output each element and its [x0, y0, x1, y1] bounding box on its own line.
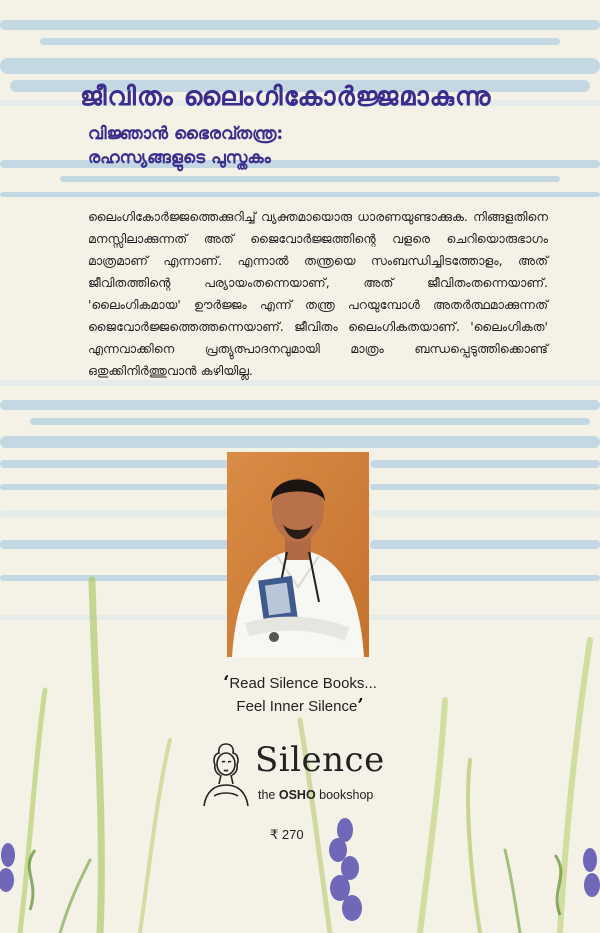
publisher-logo: [200, 738, 400, 810]
buddha-icon: [200, 740, 252, 808]
subtitle-line-2: രഹസ്യങ്ങളുടെ പുസ്തകം: [88, 148, 271, 168]
blurb-paragraph: ലൈംഗികോർജ്ജത്തെക്കുറിച്ച് വ്യക്തമായൊരു ധാരണയുണ്ടാക്കുക. നിങ്ങളതിനെ മനസ്സിലാക്കുന്നത് അത് ജൈവോർജ്ജത്തിന്റെ വളരെ ചെറിയൊരുഭാഗം മാത്രമാണ് എന്നാണ്. എന്നാൽ തന്ത്രയെ സംബന്ധിച്ചിടത്തോളം, അത് ജീവിതത്തിന്റെ പര്യായംതന്നെയാണ്, അത് ജീവിതംതന്നെയാണ്. 'ലൈംഗികമായ' ഊർജ്ജം എന്ന് തന്ത്ര പറയുമ്പോൾ അതർത്ഥമാക്കുന്നത് ജൈവോർജ്ജത്തെത്തന്നെയാണ്. ജീവിതം ലൈംഗികതയാണ്. 'ലൈംഗികത' എന്നവാക്കിനെ പ്രത്യുത്പാദനവുമായി മാത്രം ബന്ധപ്പെടുത്തിക്കൊണ്ട് ഒതുക്കിനിർത്തുവാൻ കഴിയില്ല.: [88, 209, 548, 378]
tagline: [195, 672, 405, 718]
book-title: ജീവിതം ലൈംഗികോർജ്ജമാകുന്നു: [80, 82, 492, 112]
price-label: ₹ 270: [270, 827, 304, 842]
author-photo: [227, 452, 369, 657]
close-quote-icon: ’: [357, 695, 364, 716]
tagline-line-2: Feel Inner Silence’: [236, 695, 364, 716]
brand-subtitle: the OSHO bookshop: [258, 788, 374, 802]
tagline-line-1: ‘Read Silence Books...: [223, 672, 377, 693]
subtitle-line-1: വിജ്ഞാൻ ഭൈരവ്തന്ത്ര:: [88, 124, 284, 144]
open-quote-icon: ‘: [223, 672, 230, 693]
brand-name: Silence: [255, 740, 385, 780]
blurb-text: [88, 206, 548, 382]
book-subtitle: [88, 122, 568, 170]
author-portrait-illustration: [227, 452, 369, 657]
